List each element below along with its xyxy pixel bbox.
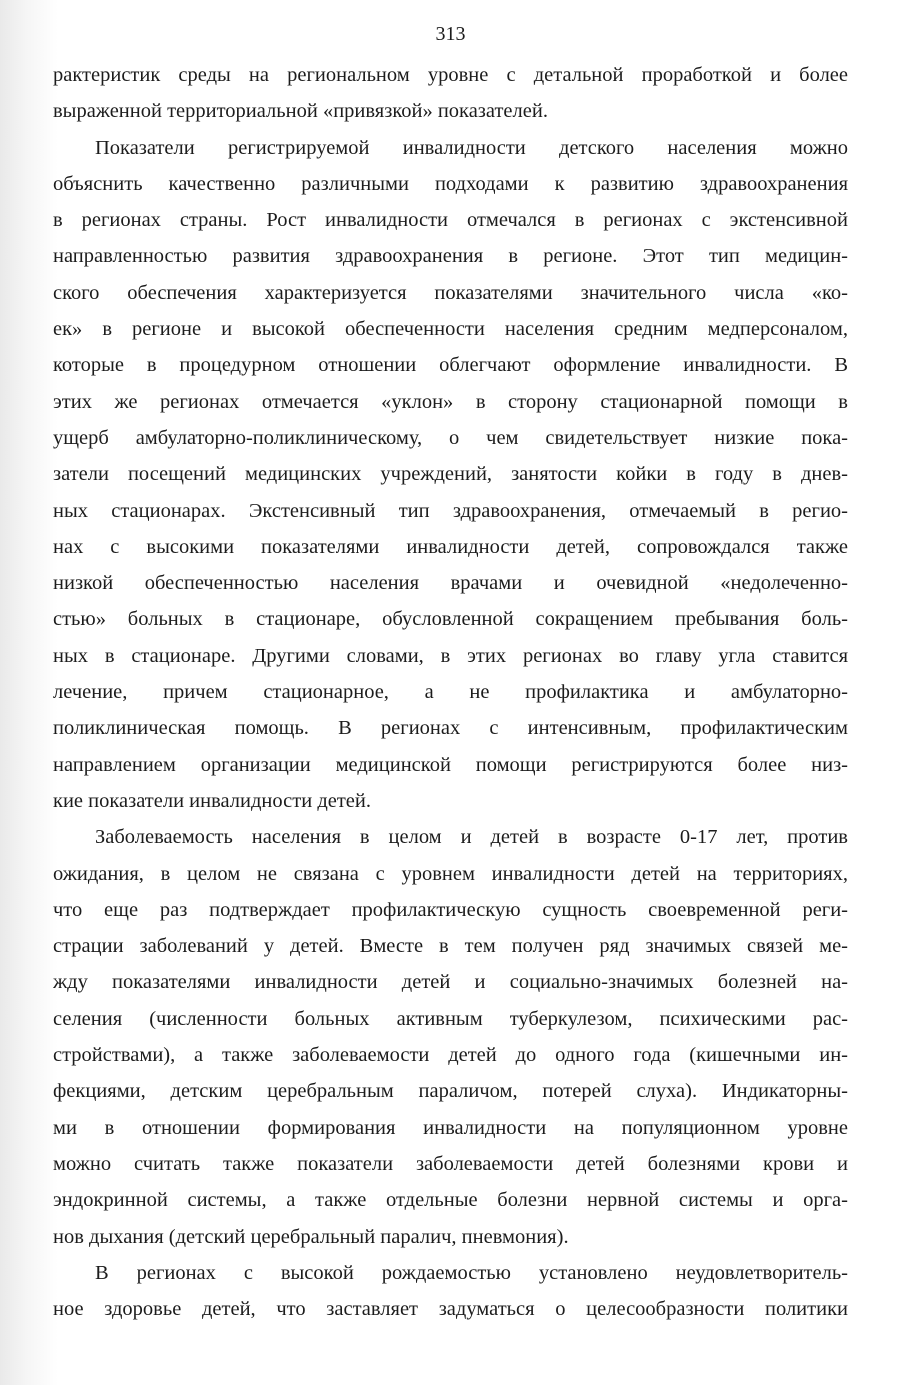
text-line: ек» в регионе и высокой обеспеченности населения средним медперсоналом, [53, 318, 848, 341]
text-line: нов дыхания (детский церебральный паралич, пневмония). [53, 1225, 569, 1248]
text-line: кие показатели инвалидности детей. [53, 789, 372, 812]
text-line: жду показателями инвалидности детей и социально-значимых болезней на- [53, 971, 848, 994]
page-number: 313 [435, 23, 466, 45]
text-line: ущерб амбулаторно-поликлиническому, о чем свидетельствует низкие пока- [53, 426, 848, 449]
text-line: можно считать также показатели заболеваемости детей болезнями крови и [53, 1152, 848, 1175]
text-line: низкой обеспеченностью населения врачами и очевидной «недолеченно- [53, 572, 848, 595]
text-line: направленностью развития здравоохранения в регионе. Этот тип медицин- [53, 245, 848, 268]
text-line: этих же регионах отмечается «уклон» в сторону стационарной помощи в [53, 390, 848, 413]
text-line: ми в отношении формирования инвалидности на популяционном уровне [53, 1116, 848, 1139]
text-line: выраженной территориальной «привязкой» показателей. [53, 100, 548, 123]
text-line: страции заболеваний у детей. Вместе в тем получен ряд значимых связей ме- [53, 935, 848, 958]
text-line: ных в стационаре. Другими словами, в этих регионах во главу угла ставится [53, 644, 848, 667]
text-line: селения (численности больных активным туберкулезом, психическими рас- [53, 1007, 848, 1030]
text-line: направлением организации медицинской помощи регистрируются более низ- [53, 753, 848, 776]
paragraph-start-line: В регионах с высокой рождаемостью установлено неудовлетворитель- [95, 1261, 848, 1284]
text-line: объяснить качественно различными подходами к развитию здравоохранения [53, 172, 848, 195]
text-line: ных стационарах. Экстенсивный тип здравоохранения, отмечаемый в регио- [53, 499, 848, 522]
text-line: нах с высокими показателями инвалидности детей, сопровождался также [53, 535, 848, 558]
text-line: в регионах страны. Рост инвалидности отмечался в регионах с экстенсивной [53, 209, 848, 232]
text-line: которые в процедурном отношении облегчают оформление инвалидности. В [53, 354, 848, 377]
paragraph-start-line: Заболеваемость населения в целом и детей в возрасте 0-17 лет, против [95, 826, 848, 849]
text-line: лечение, причем стационарное, а не профилактика и амбулаторно- [53, 681, 848, 704]
text-line: стройствами), а также заболеваемости детей до одного года (кишечными ин- [53, 1044, 848, 1067]
text-line: стью» больных в стационаре, обусловленной сокращением пребывания боль- [53, 608, 848, 631]
text-line: ное здоровье детей, что заставляет задуматься о целесообразности политики [53, 1298, 848, 1321]
text-line: ожидания, в целом не связана с уровнем инвалидности детей на территориях, [53, 862, 848, 885]
text-line: затели посещений медицинских учреждений, занятости койки в году в днев- [53, 463, 848, 486]
text-line: что еще раз подтверждает профилактическую сущность своевременной реги- [53, 898, 848, 921]
body-text [53, 57, 848, 1327]
text-line: ского обеспечения характеризуется показателями значительного числа «ко- [53, 281, 848, 304]
text-line: рактеристик среды на региональном уровне с детальной проработкой и более [53, 64, 848, 86]
text-line: эндокринной системы, а также отдельные болезни нервной системы и орга- [53, 1189, 848, 1212]
text-line: фекциями, детским церебральным параличом, потерей слуха). Индикаторны- [53, 1080, 848, 1103]
text-line: поликлиническая помощь. В регионах с интенсивным, профилактическим [53, 717, 848, 740]
paragraph-start-line: Показатели регистрируемой инвалидности детского населения можно [95, 136, 848, 159]
